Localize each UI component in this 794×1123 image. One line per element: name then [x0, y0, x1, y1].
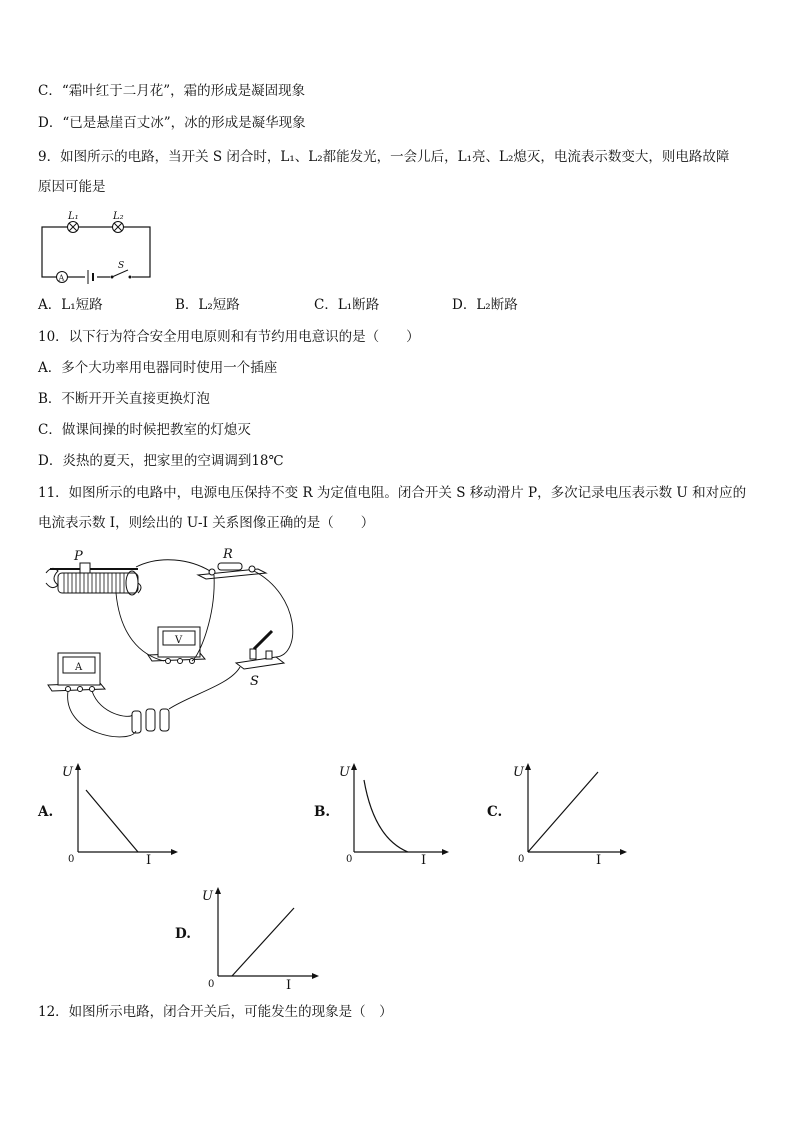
q11-graph-b-origin: 0 — [346, 854, 353, 865]
q11-graph-d — [200, 880, 330, 993]
q8-option-d: D．“已是悬崖百丈冰”，冰的形成是凝华现象 — [38, 115, 306, 131]
q9-option-d: D．L₂断路 — [452, 297, 518, 313]
q11-graph-a-origin: 0 — [68, 854, 75, 865]
q11-graph-d-origin: 0 — [208, 979, 215, 990]
q11-voltmeter-label: V — [175, 635, 183, 646]
q11-switch-label: S — [250, 674, 259, 689]
q11-graph-c-origin: 0 — [518, 854, 525, 865]
q11-switch — [236, 631, 284, 669]
q11-graph-d-curve — [232, 908, 294, 976]
q11-graph-a-curve — [86, 790, 138, 852]
q11-ammeter-label: A — [75, 662, 83, 673]
q12-stem: 12．如图所示电路，闭合开关后，可能发生的现象是（ ） — [38, 1004, 393, 1020]
q11-graph-b-x-label: I — [421, 853, 427, 868]
q11-stem-line2: 电流表示数 I，则绘出的 U-I 关系图像正确的是（ ） — [38, 515, 375, 531]
q11-graph-a-label: A. — [38, 804, 54, 820]
q11-graph-b-label: B. — [314, 804, 331, 820]
q9-switch-label: S — [118, 261, 125, 271]
q11-graph-a — [60, 758, 180, 868]
q11-resistor — [198, 563, 266, 579]
q11-graph-c-y-label: U — [513, 765, 524, 780]
q9-switch — [110, 270, 132, 282]
q11-experiment-diagram — [40, 545, 290, 740]
q9-lamp-1 — [68, 222, 79, 233]
q9-circuit-diagram — [40, 212, 160, 282]
q9-battery — [85, 269, 97, 285]
q11-graph-b — [336, 758, 456, 868]
q11-graph-d-x-label: I — [286, 978, 292, 993]
q10-option-a: A．多个大功率用电器同时使用一个插座 — [38, 360, 278, 376]
q9-stem-line2: 原因可能是 — [38, 179, 106, 195]
q11-graph-c-curve — [528, 772, 598, 852]
q9-lamp-2 — [113, 222, 124, 233]
q11-stem-line1: 11．如图所示的电路中，电源电压保持不变 R 为定值电阻。闭合开关 S 移动滑片 P，多次记录电压表示数 U 和对应的 — [38, 485, 747, 501]
q10-option-d: D．炎热的夏天，把家里的空调调到18℃ — [38, 453, 284, 469]
q11-graph-a-y-label: U — [62, 765, 73, 780]
q9-stem-line1: 9．如图所示的电路，当开关 S 闭合时，L₁、L₂都能发光，一会儿后，L₁亮、L₂熄灭，电流表示数变大，则电路故障 — [38, 149, 730, 165]
q9-ammeter-label: A — [58, 273, 65, 283]
q11-slide-rheostat — [46, 563, 141, 595]
q11-graph-c — [510, 758, 630, 868]
q11-graph-c-x-label: I — [596, 853, 602, 868]
q8-option-c: C．“霜叶红于二月花”，霜的形成是凝固现象 — [38, 83, 306, 99]
q11-resistor-label: R — [223, 547, 233, 562]
q9-lamp-2-label: L₂ — [113, 211, 124, 222]
q11-battery-pack — [132, 709, 169, 733]
q9-option-a: A．L₁短路 — [38, 297, 103, 313]
q11-graph-d-label: D. — [175, 926, 191, 942]
q11-graph-a-x-label: I — [146, 853, 152, 868]
q11-graph-b-y-label: U — [339, 765, 350, 780]
q10-option-c: C．做课间操的时候把教室的灯熄灭 — [38, 422, 251, 438]
q10-option-b: B．不断开开关直接更换灯泡 — [38, 391, 210, 407]
q9-option-c: C．L₁断路 — [314, 297, 380, 313]
q11-graph-b-curve — [364, 780, 408, 852]
q9-lamp-1-label: L₁ — [68, 211, 79, 222]
q11-graph-d-y-label: U — [202, 889, 213, 904]
q9-option-b: B．L₂短路 — [175, 297, 240, 313]
q11-slider-label: P — [74, 549, 83, 564]
q10-stem: 10．以下行为符合安全用电原则和有节约用电意识的是（ ） — [38, 329, 420, 345]
q11-graph-c-label: C. — [487, 804, 503, 820]
